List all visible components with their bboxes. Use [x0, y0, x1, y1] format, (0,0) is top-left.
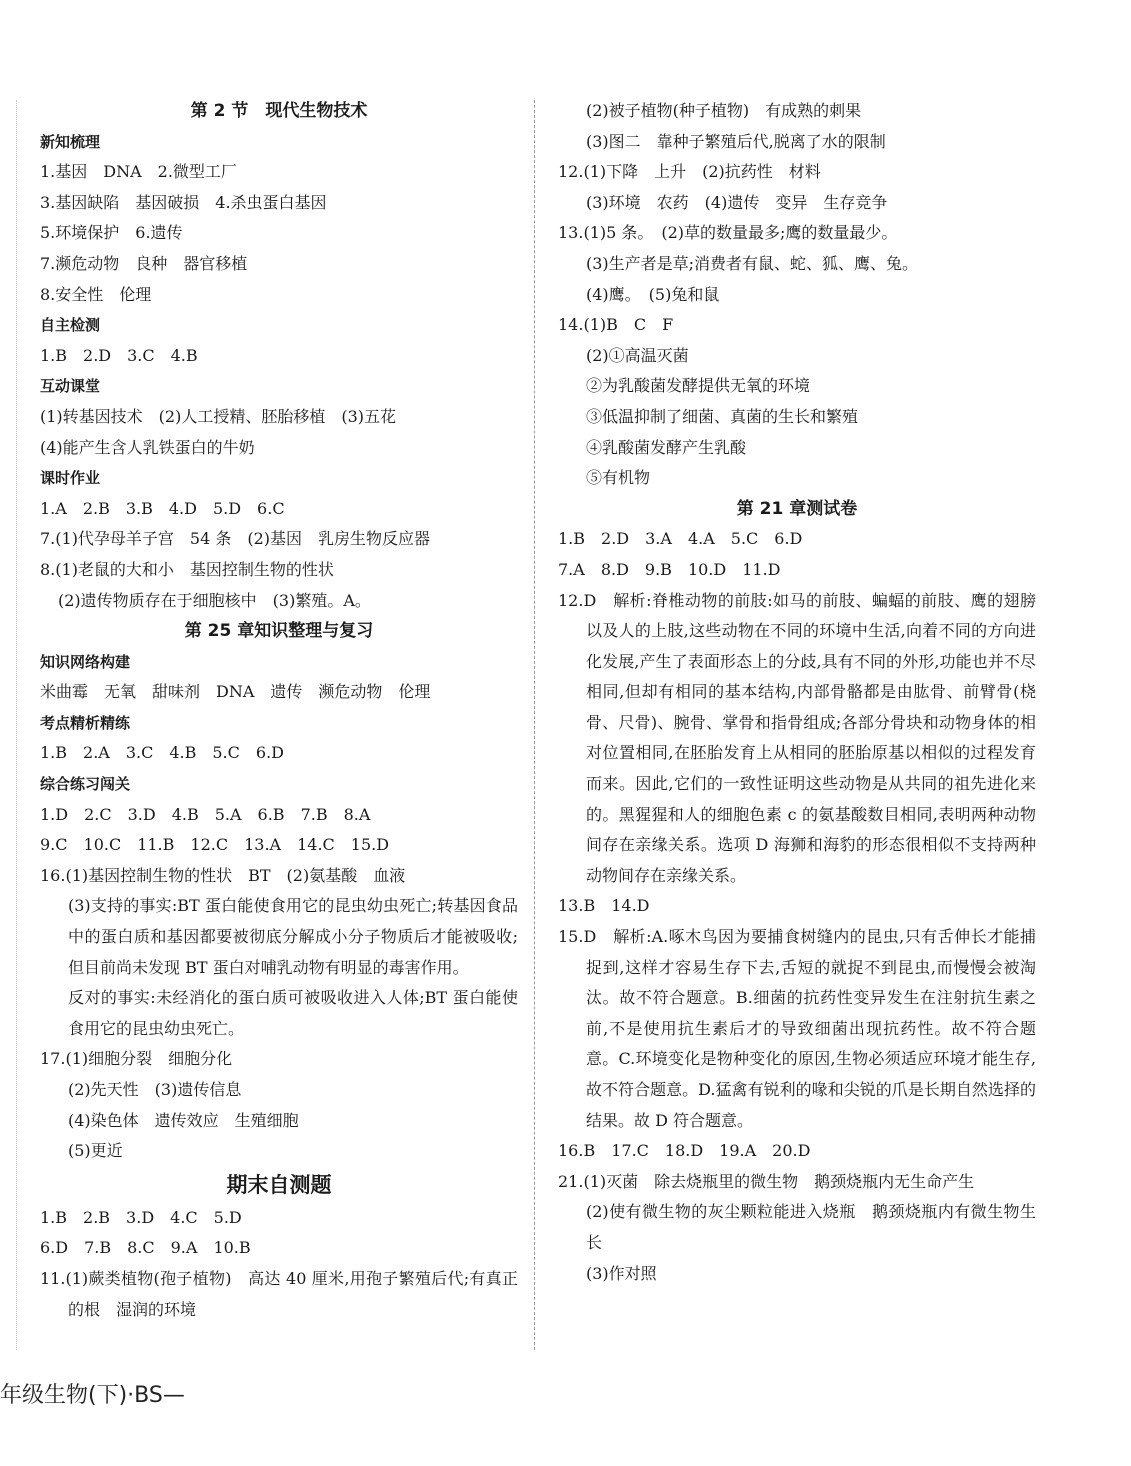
answer-line: (2)先天性 (3)遗传信息 — [68, 1080, 242, 1099]
answer-line: (4)能产生含人乳铁蛋白的牛奶 — [40, 437, 255, 457]
answer-line: 16.B 17.C 18.D 19.A 20.D — [558, 1141, 811, 1161]
answer-paragraph: (3)支持的事实:BT 蛋白能使食用它的昆虫幼虫死亡;转基因食品中的蛋白质和基因都要被彻底分解成小分子物质后才能被吸收;但目前尚未发现 BT 蛋白对哺乳动物有明显的毒害作用。 — [68, 896, 518, 977]
answer-line: (5)更近 — [68, 1141, 123, 1161]
column-divider — [534, 100, 535, 1350]
answer-line: (1)转基因技术 (2)人工授精、胚胎移植 (3)五花 — [40, 406, 396, 426]
answer-line: (3)作对照 — [586, 1263, 657, 1283]
right-column — [558, 96, 1036, 1289]
heading-knowledge-network: 知识网络构建 — [40, 652, 131, 671]
answer-line: 5.环境保护 6.遗传 — [40, 223, 183, 243]
answer-line: 米曲霉 无氧 甜味剂 DNA 遗传 濒危动物 伦理 — [40, 682, 431, 702]
analysis-paragraph: 12.D 解析:脊椎动物的前肢:如马的前肢、蝙蝠的前肢、鹰的翅膀以及人的上肢,这些动物在不同的环境中生活,向着不同的方向进化发展,产生了表面形态上的分歧,具有不同的外形,功能也并不尽相同,但却有相同的基本结构,内部骨骼都是由肱骨、前臂骨(桡骨、尺骨)、腕骨、掌骨和指骨组成;各部分骨块和动物身体的相对位置相同,在胚胎发育上从相同的胚胎原基以相似的过程发育而来。因此,它们的一致性证明这些动物是从共同的祖先进化来的。黑猩猩和人的细胞色素 c 的氨基酸数目相同,表明两种动物间存在亲缘关系。选项 D 海狮和海豹的形态很相似不支持两种动物间存在亲缘关系。 — [558, 590, 1036, 885]
answer-line: (3)图二 靠种子繁殖后代,脱离了水的限制 — [586, 131, 886, 151]
answer-line: (2)①高温灭菌 — [586, 345, 689, 365]
answer-line: (3)生产者是草;消费者有鼠、蛇、狐、鹰、兔。 — [586, 253, 919, 273]
heading-interactive-class: 互动课堂 — [40, 377, 101, 396]
answer-line: 1.D 2.C 3.D 4.B 5.A 6.B 7.B 8.A — [40, 804, 371, 824]
answer-line: 1.B 2.D 3.C 4.B — [40, 345, 198, 365]
answer-line: ②为乳酸菌发酵提供无氧的环境 — [586, 376, 811, 396]
answer-line: 1.A 2.B 3.B 4.D 5.D 6.C — [40, 498, 285, 518]
heading-new-knowledge: 新知梳理 — [40, 132, 101, 151]
answer-line: 17.(1)细胞分裂 细胞分化 — [40, 1049, 233, 1069]
answer-line: 8.(1)老鼠的大和小 基因控制生物的性状 — [40, 559, 334, 579]
answer-line: 1.基因 DNA 2.微型工厂 — [40, 162, 237, 182]
section-title: 第 2 节 现代生物技术 — [190, 101, 368, 121]
page-footer: 年级生物(下)·BS— — [0, 1383, 185, 1408]
left-column — [40, 96, 518, 1325]
answer-line: (3)环境 农药 (4)遗传 变异 生存竞争 — [586, 192, 888, 212]
chapter-test-title: 第 21 章测试卷 — [736, 498, 858, 519]
heading-key-points: 考点精析精练 — [40, 713, 131, 732]
answer-line: 7.濒危动物 良种 器官移植 — [40, 253, 248, 273]
answer-line: (2)被子植物(种子植物) 有成熟的刺果 — [586, 101, 862, 120]
answer-line: 16.(1)基因控制生物的性状 BT (2)氨基酸 血液 — [40, 865, 406, 885]
answer-line: (2)遗传物质存在于细胞核中 (3)繁殖。A。 — [58, 590, 371, 610]
answer-paragraph: 反对的事实:未经消化的蛋白质可被吸收进入人体;BT 蛋白能使食用它的昆虫幼虫死亡。 — [68, 988, 518, 1038]
heading-homework: 课时作业 — [40, 469, 101, 488]
answer-line: ④乳酸菌发酵产生乳酸 — [586, 437, 747, 457]
heading-comprehensive: 综合练习闯关 — [40, 775, 131, 794]
answer-line: 14.(1)B C F — [558, 315, 674, 335]
answer-line: 7.A 8.D 9.B 10.D 11.D — [558, 559, 781, 579]
answer-line: 21.(1)灭菌 除去烧瓶里的微生物 鹅颈烧瓶内无生命产生 — [558, 1171, 975, 1191]
page-edge-line — [16, 100, 17, 1350]
chapter-title: 第 25 章知识整理与复习 — [184, 621, 374, 642]
heading-self-check: 自主检测 — [40, 316, 101, 335]
answer-line: 7.(1)代孕母羊子宫 54 条 (2)基因 乳房生物反应器 — [40, 529, 431, 549]
answer-line: (4)鹰。 (5)兔和鼠 — [586, 284, 720, 304]
answer-line: (4)染色体 遗传效应 生殖细胞 — [68, 1110, 299, 1130]
answer-line: 6.D 7.B 8.C 9.A 10.B — [40, 1238, 251, 1258]
answer-line: 9.C 10.C 11.B 12.C 13.A 14.C 15.D — [40, 835, 390, 855]
answer-line: 1.B 2.B 3.D 4.C 5.D — [40, 1207, 242, 1227]
answer-line: 3.基因缺陷 基因破损 4.杀虫蛋白基因 — [40, 192, 327, 212]
analysis-paragraph: 15.D 解析:A.啄木鸟因为要捕食树缝内的昆虫,只有舌伸长才能捕捉到,这样才容易生存下去,舌短的就捉不到昆虫,而慢慢会被淘汰。故不符合题意。B.细菌的抗药性变异发生在注射抗生素之前,不是使用抗生素后才的导致细菌出现抗药性。故不符合题意。C.环境变化是物种变化的原因,生物必须适应环境才能生存,故不符合题意。D.猛禽有锐利的喙和尖锐的爪是长期自然选择的结果。故 D 符合题意。 — [558, 927, 1036, 1130]
answer-line: 8.安全性 伦理 — [40, 284, 152, 304]
answer-line: 12.(1)下降 上升 (2)抗药性 材料 — [558, 162, 821, 182]
final-test-title: 期末自测题 — [226, 1172, 332, 1197]
answer-line: 1.B 2.A 3.C 4.B 5.C 6.D — [40, 743, 284, 763]
answer-line: ③低温抑制了细菌、真菌的生长和繁殖 — [586, 406, 859, 426]
answer-paragraph: 11.(1)蕨类植物(孢子植物) 高达 40 厘米,用孢子繁殖后代;有真正的根 湿润的环境 — [40, 1268, 518, 1319]
answer-line: 1.B 2.D 3.A 4.A 5.C 6.D — [558, 529, 803, 549]
answer-line: ⑤有机物 — [586, 468, 651, 488]
answer-line: 13.(1)5 条。 (2)草的数量最多;鹰的数量最少。 — [558, 223, 898, 243]
answer-line: 13.B 14.D — [558, 896, 650, 916]
answer-paragraph: (2)使有微生物的灰尘颗粒能进入烧瓶 鹅颈烧瓶内有微生物生长 — [586, 1202, 1036, 1252]
